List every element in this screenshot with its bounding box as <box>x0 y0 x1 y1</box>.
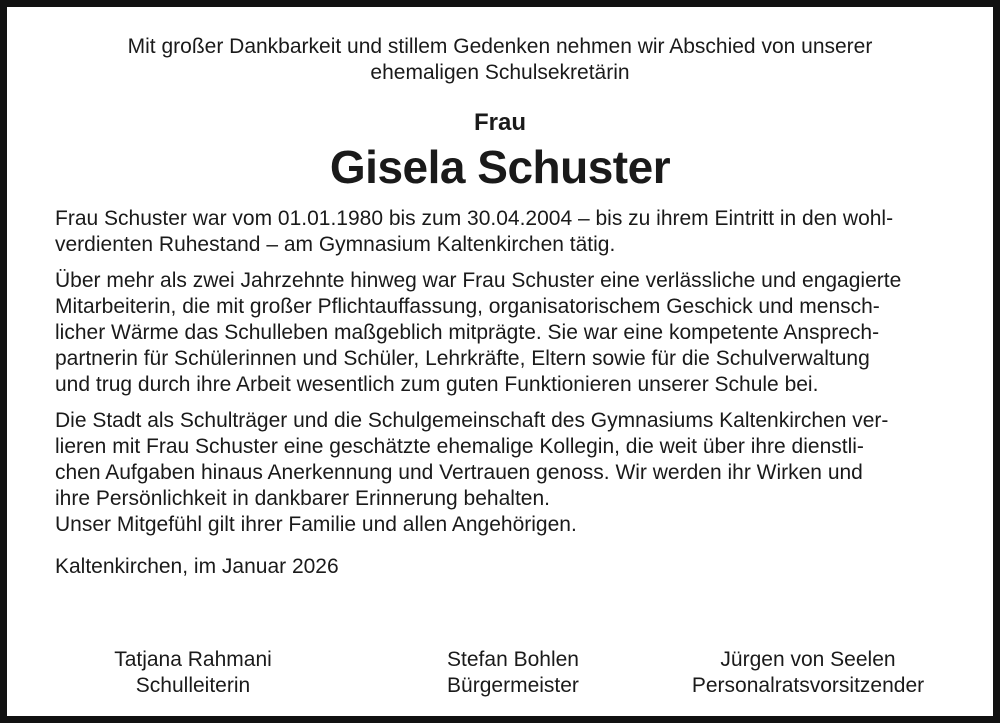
signatory-staff-council <box>668 647 948 699</box>
signatory-role: Personalratsvorsitzender <box>691 674 925 697</box>
signatory-principal <box>93 647 293 699</box>
intro-line: Mit großer Dankbarkeit und stillem Gedenken nehmen wir Abschied von unserer <box>127 35 873 58</box>
text-line: verdienten Ruhestand – am Gymnasium Kaltenkirchen tätig. <box>55 233 616 256</box>
signatures <box>55 647 945 703</box>
intro-text <box>55 7 945 86</box>
text-line: ihre Persönlichkeit in dankbarer Erinnerung behalten. <box>55 487 550 510</box>
paragraph-service-dates <box>55 206 945 258</box>
signatory-name: Stefan Bohlen <box>447 648 579 671</box>
text-line: Über mehr als zwei Jahrzehnte hinweg war Frau Schuster eine verlässliche und engagierte <box>55 269 902 292</box>
text-line: und trug durch ihre Arbeit wesentlich zum guten Funktionieren unserer Schule bei. <box>55 373 819 396</box>
text-line: chen Aufgaben hinaus Anerkennung und Vertrauen genoss. Wir werden ihr Wirken und <box>55 461 863 484</box>
salutation: Frau <box>473 109 526 136</box>
signatory-role: Bürgermeister <box>447 674 579 697</box>
deceased-name: Gisela Schuster <box>329 141 671 193</box>
intro-line: ehemaligen Schulsekretärin <box>370 61 630 84</box>
text-line: Unser Mitgefühl gilt ihrer Familie und allen Angehörigen. <box>55 513 577 536</box>
signatory-name: Tatjana Rahmani <box>114 648 272 671</box>
signatory-name: Jürgen von Seelen <box>720 648 896 671</box>
text-line: Die Stadt als Schulträger und die Schulgemeinschaft des Gymnasiums Kaltenkirchen ver- <box>55 409 889 432</box>
place-date: Kaltenkirchen, im Januar 2026 <box>55 555 339 578</box>
signatory-role: Schulleiterin <box>135 674 251 697</box>
text-line: Frau Schuster war vom 01.01.1980 bis zum 30.04.2004 – bis zu ihrem Eintritt in den wohl- <box>55 207 894 230</box>
text-line: licher Wärme das Schulleben maßgeblich mitprägte. Sie war eine kompetente Ansprech- <box>55 321 880 344</box>
body-text <box>55 206 945 538</box>
paragraph-tribute <box>55 268 945 398</box>
text-line: Mitarbeiterin, die mit großer Pflichtauffassung, organisatorischem Geschick und mensch- <box>55 295 880 318</box>
text-line: lieren mit Frau Schuster eine geschätzte ehemalige Kollegin, die weit über ihre dienstli- <box>55 435 864 458</box>
text-line: partnerin für Schülerinnen und Schüler, Lehrkräfte, Eltern sowie für die Schulverwaltung <box>55 347 870 370</box>
signatory-mayor <box>413 647 613 699</box>
paragraph-condolence <box>55 408 945 538</box>
